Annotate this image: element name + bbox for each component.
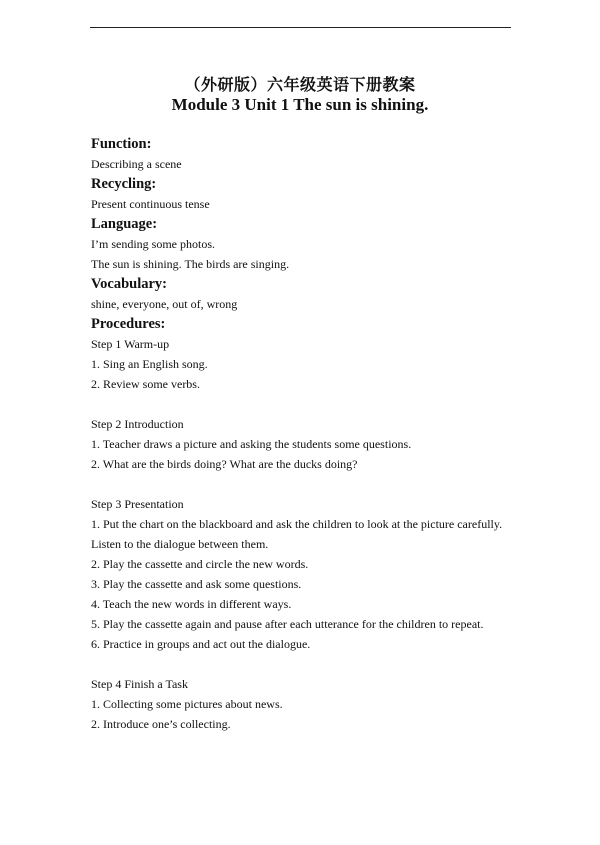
recycling-heading: Recycling: [91,176,157,192]
step-item: 1. Teacher draws a picture and asking the students some questions. [91,437,412,451]
step-item: 2. Review some verbs. [91,377,200,391]
document-title-chinese: （外研版）六年级英语下册教案 [184,75,416,94]
language-line: I’m sending some photos. [91,237,215,251]
step-item: 4. Teach the new words in different ways. [91,597,292,611]
recycling-text: Present continuous tense [91,197,210,211]
step-item: 2. Introduce one’s collecting. [91,717,231,731]
function-text: Describing a scene [91,157,182,171]
step-title: Step 3 Presentation [91,497,184,511]
vocabulary-heading: Vocabulary: [91,276,167,292]
vocabulary-text: shine, everyone, out of, wrong [91,297,238,311]
section-spacer [91,654,531,674]
function-heading: Function: [91,136,152,152]
lesson-plan-body [91,134,531,734]
step-title: Step 1 Warm-up [91,337,170,351]
step-item: 3. Play the cassette and ask some questions. [91,577,302,591]
step-title: Step 2 Introduction [91,417,184,431]
step-item: 1. Collecting some pictures about news. [91,697,283,711]
header-rule [90,27,511,28]
step-title: Step 4 Finish a Task [91,677,188,691]
step-item: 6. Practice in groups and act out the dialogue. [91,637,311,651]
language-heading: Language: [91,216,158,232]
step-item: 1. Put the chart on the blackboard and ask the children to look at the picture carefully. [91,517,503,531]
step-item: 5. Play the cassette again and pause after each utterance for the children to repeat. [91,617,484,631]
step-item: 1. Sing an English song. [91,357,208,371]
step-item: 2. Play the cassette and circle the new words. [91,557,309,571]
step-item: 2. What are the birds doing? What are the ducks doing? [91,457,358,471]
document-title-english: Module 3 Unit 1 The sun is shining. [171,95,429,114]
section-spacer [91,474,531,494]
language-line: The sun is shining. The birds are singing. [91,257,290,271]
section-spacer [91,394,531,414]
procedures-heading: Procedures: [91,316,166,332]
step-item: Listen to the dialogue between them. [91,537,269,551]
